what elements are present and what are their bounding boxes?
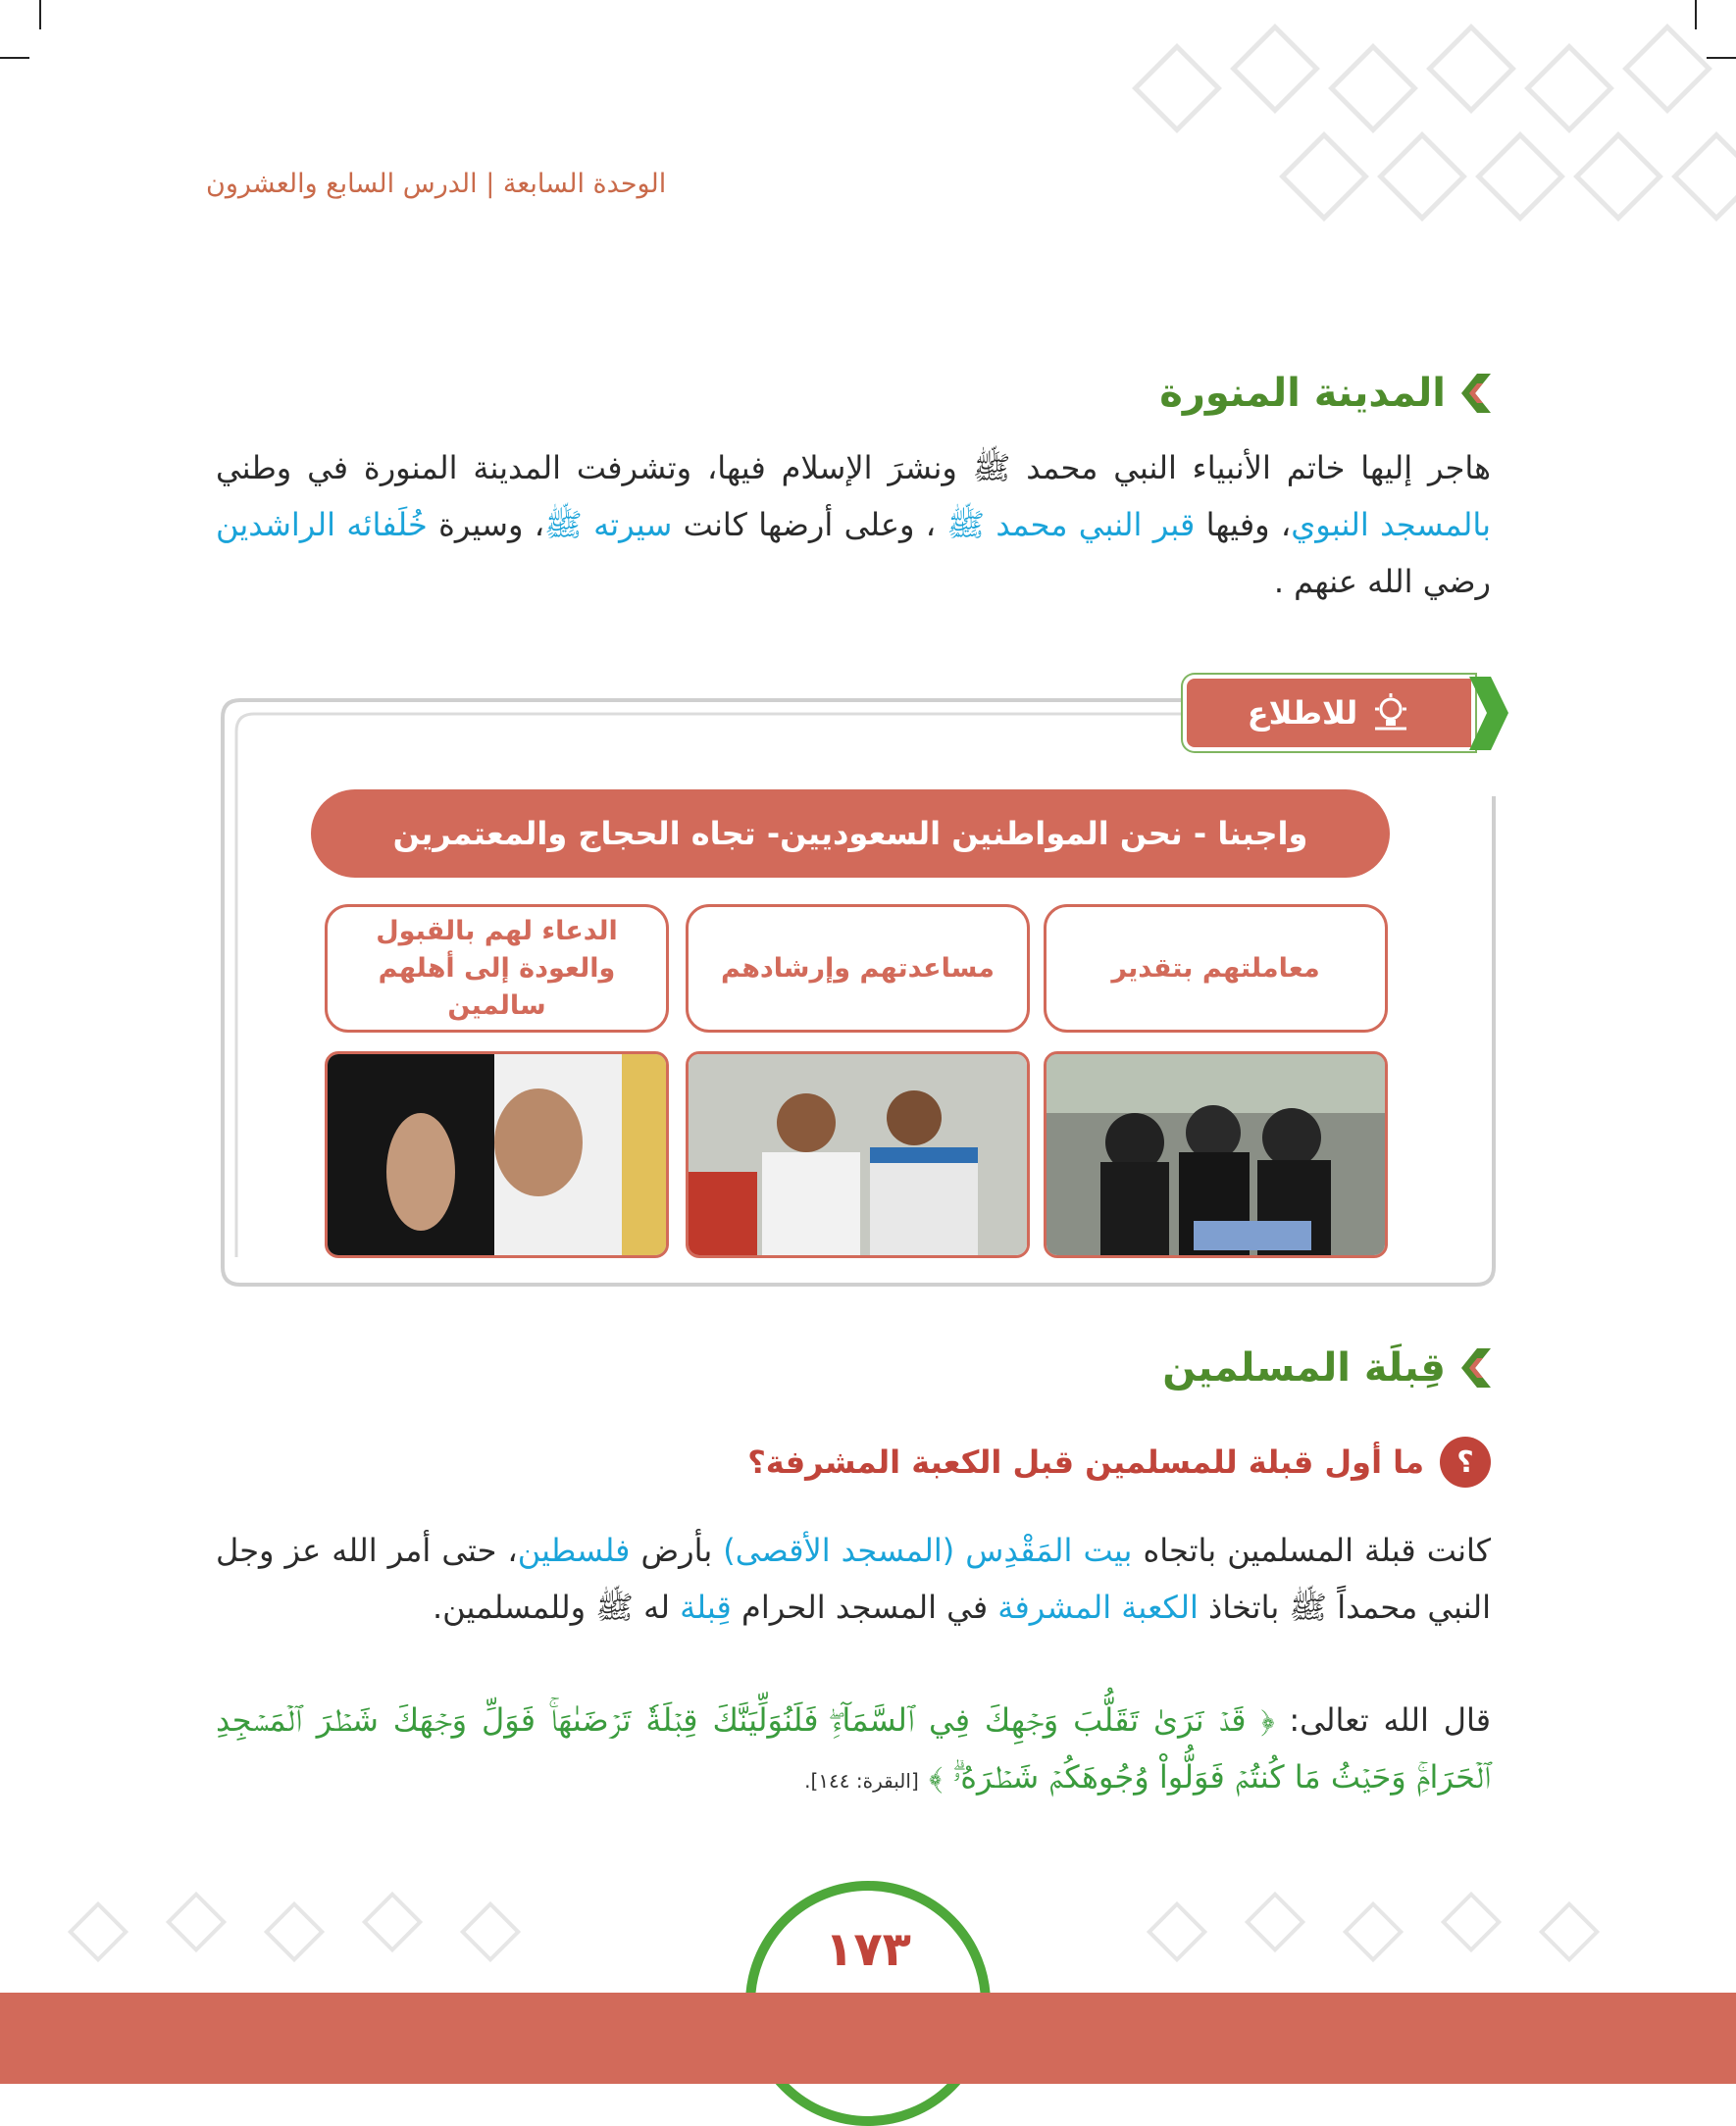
card-help: مساعدتهم وإرشادهم — [686, 904, 1030, 1033]
photo-illustration — [689, 1054, 1027, 1255]
highlight-term: قبر النبي محمد ﷺ — [946, 506, 1196, 543]
highlight-term: خُلَفائه الراشدين — [216, 506, 428, 543]
photo-students-helping — [1044, 1051, 1388, 1258]
crop-mark — [0, 57, 29, 59]
highlight-term: بيت المَقْدِس (المسجد الأقصى) — [723, 1532, 1133, 1569]
footer-bar — [0, 1993, 1736, 2084]
duty-banner: واجبنا - نحن المواطنين السعوديين- تجاه الحجاج والمعتمرين — [311, 789, 1390, 878]
page-number: ١٧٣ — [825, 1922, 911, 1977]
label-arrow-icon — [1469, 677, 1508, 750]
question-row — [747, 1437, 1491, 1488]
crop-mark — [39, 0, 41, 29]
highlight-term: الكعبة المشرفة — [997, 1589, 1199, 1626]
card-prayer: الدعاء لهم بالقبول والعودة إلى أهلهم سالمين — [325, 904, 669, 1033]
section-heading-text: قِبلَة المسلمين — [1162, 1345, 1446, 1391]
highlight-term: سيرته ﷺ — [544, 506, 673, 543]
quran-verse: ﴿ قَدۡ نَرَىٰ تَقَلُّبَ وَجۡهِكَ فِي ٱلسَّمَآءِۖ فَلَنُوَلِّيَنَّكَ قِبۡلَةٗ تَرۡضَىٰهَاۚ فَوَلِّ وَجۡهَكَ شَطۡرَ ٱلۡمَسۡجِدِ ٱلۡحَرَامِۚ وَحَيۡثُ مَا كُنتُمۡ فَوَلُّواْ وُجُوهَكُمۡ شَطۡرَهُۥۗ ﴾ — [216, 1701, 1491, 1796]
info-label — [1187, 679, 1471, 747]
chevron-icon — [1457, 1348, 1491, 1388]
info-label-text: للاطلاع — [1247, 694, 1358, 732]
verse-intro: قال الله تعالى: — [1274, 1701, 1491, 1739]
madinah-paragraph — [216, 439, 1491, 610]
unit-lesson-title: الوحدة السابعة | الدرس السابع والعشرون — [206, 169, 667, 199]
text-run: ، وسيرة — [427, 506, 545, 543]
text-run: له ﷺ وللمسلمين. — [432, 1589, 681, 1626]
question-text: ما أول قبلة للمسلمين قبل الكعبة المشرفة؟ — [747, 1443, 1424, 1481]
text-run: ، وفيها — [1195, 506, 1292, 543]
highlight-term: فلسطين — [517, 1532, 631, 1569]
chevron-icon — [1457, 374, 1491, 413]
card-respect: معاملتهم بتقدير — [1044, 904, 1388, 1033]
section-heading-madinah — [1159, 371, 1491, 416]
question-icon: ؟ — [1440, 1437, 1491, 1488]
text-run: هاجر إليها خاتم الأنبياء النبي محمد ﷺ ونشرَ الإسلام فيها، وتشرفت المدينة المنورة في وطني — [216, 449, 1491, 486]
decorative-pattern — [1030, 0, 1736, 294]
photo-scout-guiding — [686, 1051, 1030, 1258]
photo-illustration — [1047, 1054, 1385, 1255]
highlight-term: بالمسجد النبوي — [1291, 506, 1491, 543]
highlight-term: قِبلة — [680, 1589, 732, 1626]
text-run: كانت قبلة المسلمين باتجاه — [1132, 1532, 1492, 1569]
photo-praying-hands — [325, 1051, 669, 1258]
text-run: ، حتى أمر الله عز وجل النبي محمداً ﷺ باتخاذ — [216, 1532, 1491, 1626]
text-run: في المسجد الحرام — [731, 1589, 998, 1626]
text-run: بأرض — [630, 1532, 724, 1569]
section-heading-qibla — [1162, 1345, 1491, 1391]
lightbulb-icon — [1371, 693, 1410, 733]
text-run: ، وعلى أرضها كانت — [672, 506, 947, 543]
qibla-paragraph — [216, 1522, 1491, 1636]
verse-paragraph — [216, 1692, 1491, 1809]
photo-illustration — [328, 1054, 666, 1255]
verse-citation: [البقرة: ١٤٤]. — [804, 1769, 919, 1793]
section-heading-text: المدينة المنورة — [1159, 371, 1446, 416]
text-run: رضي الله عنهم . — [1273, 563, 1491, 600]
